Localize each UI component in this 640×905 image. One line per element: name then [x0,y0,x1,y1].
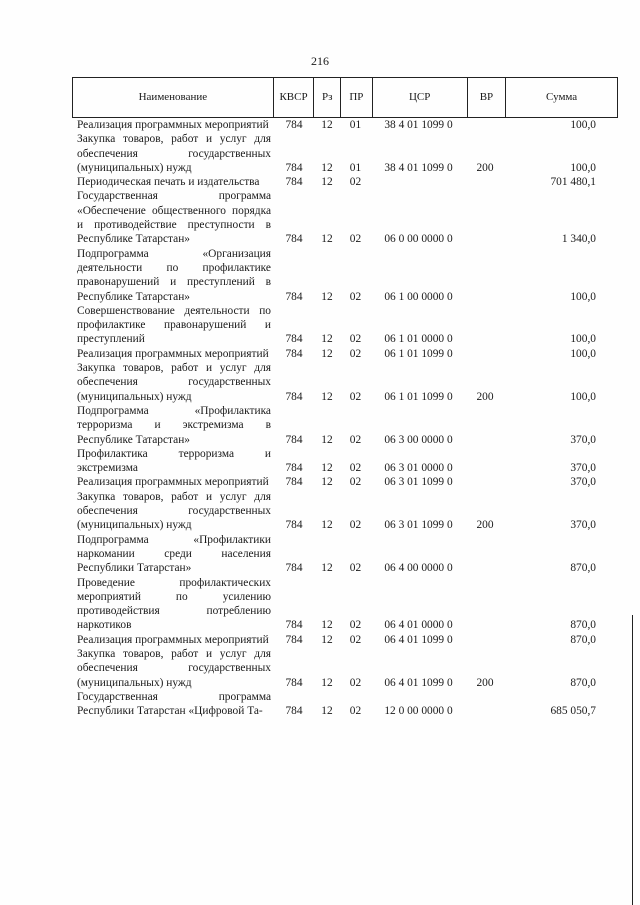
row-csr: 38 4 01 1099 0 [384,119,453,131]
row-rz: 12 [321,562,333,575]
row-kvsr: 784 [285,519,303,532]
header-name: Наименование [138,91,208,104]
row-csr: 12 0 00 0000 0 [384,705,453,718]
row-name: Государственная программа «Обеспечение общественного порядка и противодействие преступности в Республике Татарстан» [77,190,271,246]
table-row [72,633,618,647]
row-csr: 06 3 01 1099 0 [384,519,453,532]
row-vr: 200 [476,161,494,174]
row-rz: 12 [321,333,333,346]
table-row [72,490,618,533]
table-row [72,475,618,489]
row-pr: 02 [349,176,362,189]
row-rz: 12 [321,619,333,632]
row-pr: 02 [349,562,362,575]
row-kvsr: 784 [285,433,303,446]
row-rz: 12 [321,290,333,303]
row-kvsr: 784 [285,676,303,689]
row-rz: 12 [321,462,333,475]
row-rz: 12 [321,676,333,689]
row-name: Подпрограмма «Профилактика терроризма и экстремизма в Республике Татарстан» [77,404,271,446]
row-sum: 370,0 [570,476,596,489]
row-name: Государственная программа Республики Татарстан «Цифровой Та- [77,690,271,718]
row-vr: 200 [476,390,494,403]
row-kvsr: 784 [285,161,303,174]
header-rz: Рз [313,78,340,117]
row-name: Закупка товаров, работ и услуг для обеспечения государственных (муниципальных) нужд [77,362,271,403]
row-sum: 370,0 [570,433,596,446]
row-kvsr: 784 [285,119,303,131]
row-csr: 06 4 01 0000 0 [384,619,453,632]
page-number: 216 [311,54,329,68]
row-kvsr: 784 [285,347,303,360]
row-sum: 701 480,1 [550,176,596,189]
row-csr: 06 1 01 1099 0 [384,347,453,360]
table-row [72,189,618,246]
row-pr: 02 [349,462,362,475]
row-kvsr: 784 [285,476,303,489]
row-sum: 685 050,7 [550,705,596,718]
row-csr: 06 3 01 0000 0 [384,462,453,475]
table-row [72,304,618,347]
row-name: Проведение профилактических мероприятий по усилению противодействия потреблению наркотиков [77,576,271,632]
table-body [72,118,618,718]
row-sum: 100,0 [570,390,596,403]
row-rz: 12 [321,519,333,532]
row-name: Совершенствование деятельности по профилактике правонарушений и преступлений [77,304,271,346]
row-kvsr: 784 [285,290,303,303]
row-sum: 370,0 [570,462,596,475]
row-rz: 12 [321,176,333,189]
row-name: Закупка товаров, работ и услуг для обеспечения государственных (муниципальных) нужд [77,133,271,174]
row-pr: 02 [349,233,362,246]
table-row [72,690,618,719]
row-kvsr: 784 [285,333,303,346]
row-pr: 02 [349,519,362,532]
row-kvsr: 784 [285,462,303,475]
row-sum: 100,0 [570,161,596,174]
row-csr: 06 4 00 0000 0 [384,562,453,575]
row-name: Реализация программных мероприятий [77,633,269,646]
row-vr: 200 [476,519,494,532]
row-sum: 870,0 [570,676,596,689]
row-rz: 12 [321,347,333,360]
row-pr: 02 [349,633,362,646]
row-csr: 06 4 01 1099 0 [384,676,453,689]
row-csr: 06 3 01 1099 0 [384,476,453,489]
row-sum: 870,0 [570,619,596,632]
row-sum: 100,0 [570,290,596,303]
row-rz: 12 [321,119,333,131]
table-row [72,347,618,361]
row-sum: 870,0 [570,633,596,646]
table-row [72,647,618,690]
row-pr: 02 [349,433,362,446]
row-name: Закупка товаров, работ и услуг для обеспечения государственных (муниципальных) нужд [77,490,271,532]
table-row [72,132,618,175]
header-csr: ЦСР [372,78,467,117]
row-rz: 12 [321,233,333,246]
row-name: Подпрограмма «Организация деятельности по профилактике правонарушений и преступлений в Республике Татарстан» [77,247,271,303]
row-pr: 02 [349,619,362,632]
row-kvsr: 784 [285,562,303,575]
row-name: Реализация программных мероприятий [77,476,269,489]
table-row [72,247,618,304]
row-kvsr: 784 [285,633,303,646]
row-kvsr: 784 [285,390,303,403]
row-kvsr: 784 [285,233,303,246]
row-kvsr: 784 [285,176,303,189]
row-sum: 870,0 [570,562,596,575]
budget-table [72,77,618,718]
row-vr: 200 [476,676,494,689]
row-rz: 12 [321,705,333,718]
row-name: Реализация программных мероприятий [77,347,269,360]
row-name: Подпрограмма «Профилактики наркомании среди населения Республики Татарстан» [77,533,271,575]
row-csr: 06 1 01 0000 0 [384,333,453,346]
row-name: Закупка товаров, работ и услуг для обеспечения государственных (муниципальных) нужд [77,647,271,689]
row-pr: 01 [349,161,362,174]
row-sum: 370,0 [570,519,596,532]
table-row [72,576,618,633]
row-sum: 100,0 [570,119,596,131]
row-pr: 02 [349,290,362,303]
row-rz: 12 [321,433,333,446]
row-pr: 02 [349,705,362,718]
row-pr: 02 [349,390,362,403]
table-row [72,175,618,189]
row-name: Реализация программных мероприятий [77,119,269,131]
row-kvsr: 784 [285,619,303,632]
row-rz: 12 [321,161,333,174]
header-pr: ПР [340,78,372,117]
row-name: Профилактика терроризма и экстремизма [77,447,271,475]
table-row [72,361,618,404]
row-rz: 12 [321,476,333,489]
table-row [72,447,618,476]
row-sum: 100,0 [570,347,596,360]
row-csr: 06 0 00 0000 0 [384,233,453,246]
table-header [72,77,618,118]
header-sum: Сумма [505,78,617,117]
row-kvsr: 784 [285,705,303,718]
table-row [72,118,618,132]
row-sum: 100,0 [570,333,596,346]
scan-edge-line [632,615,633,905]
row-pr: 02 [349,333,362,346]
row-rz: 12 [321,390,333,403]
row-pr: 02 [349,476,362,489]
header-kvsr: КВСР [273,78,314,117]
header-vr: ВР [467,78,506,117]
row-csr: 06 3 00 0000 0 [384,433,453,446]
row-pr: 02 [349,347,362,360]
table-row [72,533,618,576]
row-name: Периодическая печать и издательства [77,176,260,189]
row-csr: 06 4 01 1099 0 [384,633,453,646]
row-rz: 12 [321,633,333,646]
row-sum: 1 340,0 [561,233,596,246]
row-csr: 38 4 01 1099 0 [384,161,453,174]
row-pr: 02 [349,676,362,689]
row-csr: 06 1 00 0000 0 [384,290,453,303]
row-csr: 06 1 01 1099 0 [384,390,453,403]
table-row [72,404,618,447]
row-pr: 01 [349,119,362,131]
